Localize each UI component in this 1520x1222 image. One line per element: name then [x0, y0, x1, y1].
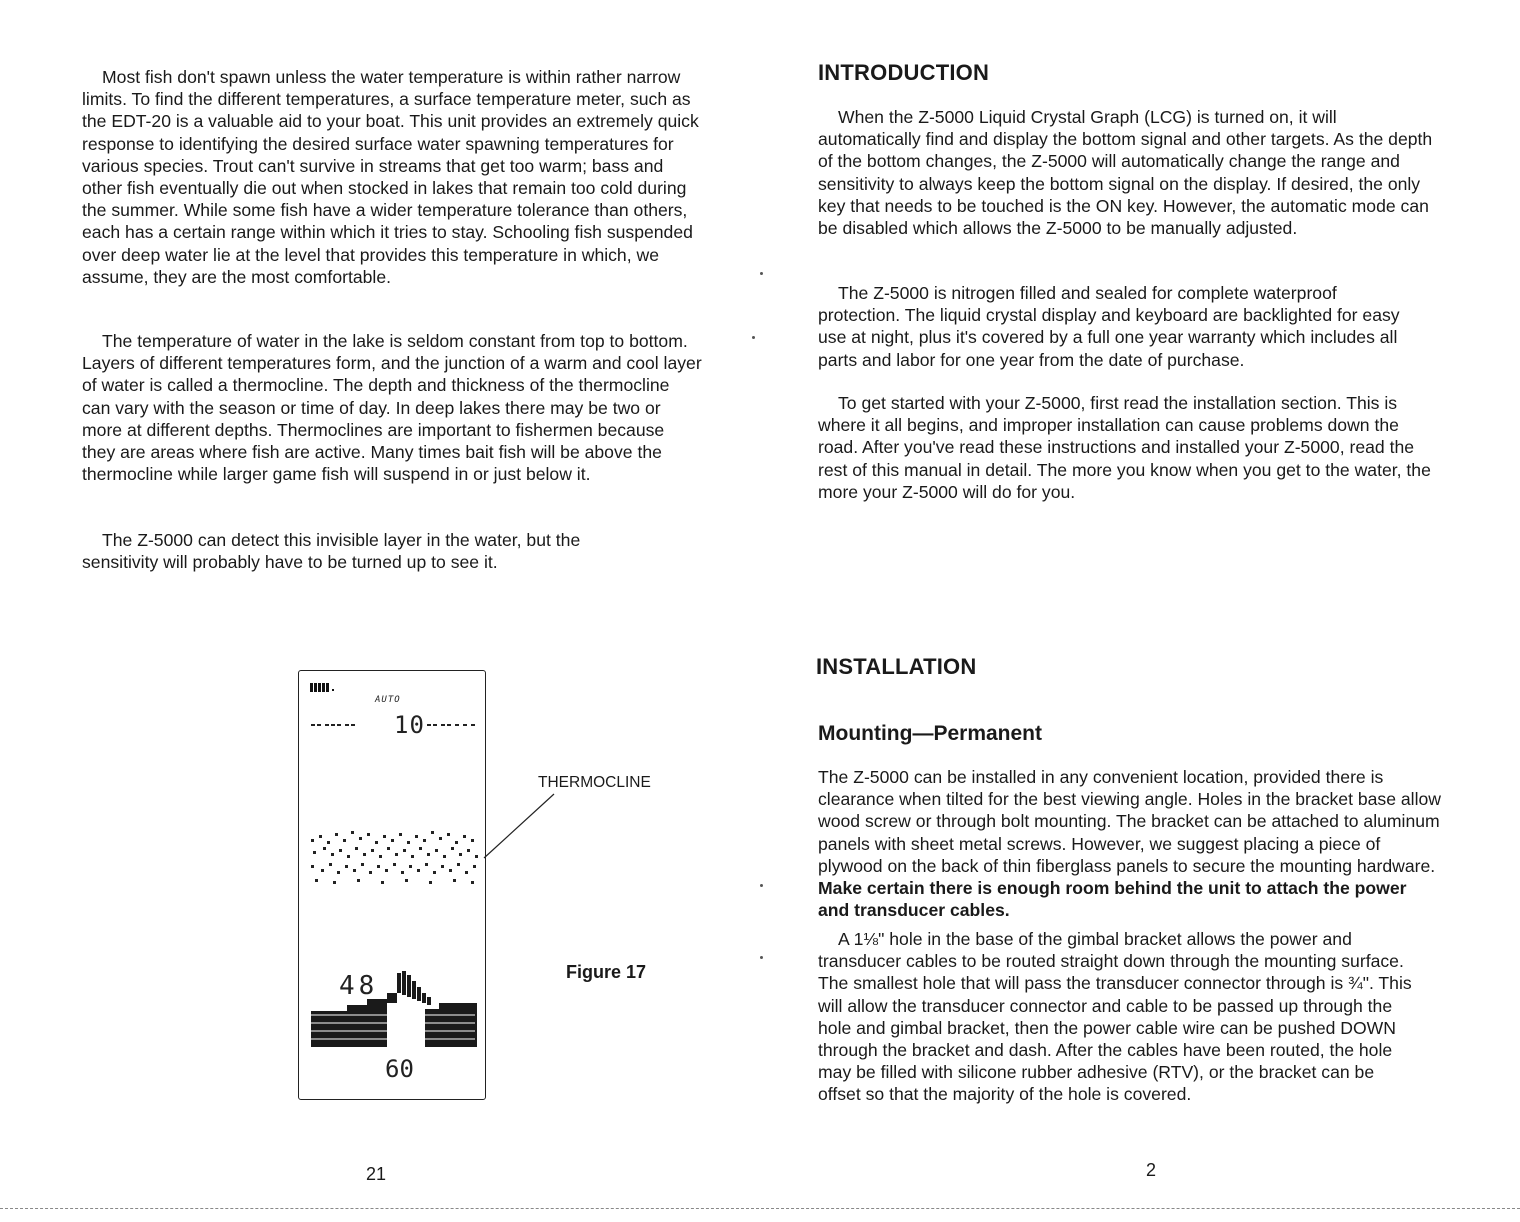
thermocline-label: THERMOCLINE [538, 774, 651, 791]
lcd-display-figure [298, 670, 486, 1100]
lcd-auto-indicator: AUTO [375, 695, 401, 705]
intro-paragraph-auto: When the Z-5000 Liquid Crystal Graph (LCG) is turned on, it will automatically find and display the bottom signal and other targets. As the depth of the bottom changes, the Z-5000 will automatically change the range and sensitivity to always keep the bottom signal on the display. If desired, the only key that needs to be touched is the ON key. However, the automatic mode can be disabled which allows the Z-5000 to be manually adjusted. [818, 107, 1433, 239]
page-bottom-rule [0, 1208, 1520, 1209]
right-page-number: 2 [1146, 1160, 1157, 1180]
heading-mounting-permanent: Mounting—Permanent [818, 722, 1042, 745]
bottom-structure-graph [311, 971, 477, 1047]
left-paragraph-fish-spawn: Most fish don't spawn unless the water temperature is within rather narrow limits. To find the different temperatures, a surface temperature meter, such as the EDT-20 is a valuable aid to your boat. This unit provides an extremely quick response to identifying the desired surface water spawning temperatures for various species. Trout can't survive in streams that get too warm; bass and other fish eventually die out when stocked in lakes that remain too cold during the summer. While some fish have a wider temperature tolerance than others, each has a certain range within which it tries to stay. Schooling fish suspended over deep water lie at the level that provides this temperature in which, we assume, they are the most comfortable. [82, 67, 699, 287]
heading-introduction: INTRODUCTION [818, 60, 990, 85]
intro-paragraph-waterproof: The Z-5000 is nitrogen filled and sealed for complete waterproof protection. The liquid crystal display and keyboard are backlighted for easy use at night, plus it's covered by a full one year warranty which includes all parts and labor for one year from the date of purchase. [818, 283, 1400, 370]
left-page-number: 21 [366, 1164, 387, 1184]
mounting-paragraph-location [818, 766, 1442, 921]
figure-caption: Figure 17 [566, 962, 647, 982]
signal-strength-icon [310, 683, 334, 692]
lcd-range-bottom: 60 [385, 1055, 414, 1083]
lcd-depth-reading: 48 [339, 971, 379, 1001]
heading-installation: INSTALLATION [816, 654, 977, 679]
left-paragraph-detect-layer: The Z-5000 can detect this invisible layer in the water, but the sensitivity will probably have to be turned up to see it. [82, 530, 581, 573]
mounting-paragraph-hole: A 1⅛" hole in the base of the gimbal bracket allows the power and transducer cables to be routed straight down through the mounting surface. The smallest hole that will pass the transducer connector through is ¾". This will allow the transducer connector and cable to be passed up through the hole and gimbal bracket, then the power cable wire can be pushed DOWN through the bracket and dash. After the cables have been routed, the hole may be filled with silicone rubber adhesive (RTV), or the bracket can be offset so that the majority of the hole is covered. [818, 929, 1412, 1105]
lcd-range-top: 10 [394, 711, 425, 739]
lcd-graphics [299, 671, 486, 1100]
mounting-paragraph-text: The Z-5000 can be installed in any convenient location, provided there is clearance when tilted for the best viewing angle. Holes in the bracket base allow wood screw or through bolt mounting. The bracket can be attached to aluminum panels with sheet metal screws. However, we suggest placing a piece of plywood on the back of thin fiberglass panels to secure the mounting hardware. [818, 767, 1441, 876]
thermocline-callout-line [480, 790, 560, 870]
mounting-paragraph-warning: Make certain there is enough room behind the unit to attach the power and transducer cables. [818, 878, 1407, 921]
left-paragraph-thermocline: The temperature of water in the lake is seldom constant from top to bottom. Layers of different temperatures form, and the junction of a warm and cool layer of water is called a thermocline. The depth and thickness of the thermocline can vary with the season or time of day. In deep lakes there may be two or more at different depths. Thermoclines are important to fishermen because they are areas where fish are active. Many times bait fish will be above the thermocline while larger game fish will suspend in or just below it. [82, 331, 702, 485]
thermocline-band [311, 831, 478, 884]
intro-paragraph-getting-started: To get started with your Z-5000, first read the installation section. This is where it all begins, and improper installation can cause problems down the road. After you've read these instructions and installed your Z-5000, read the rest of this manual in detail. The more you know when you get to the water, the more your Z-5000 will do for you. [818, 393, 1431, 502]
lcd-scale-dashes [311, 724, 475, 726]
